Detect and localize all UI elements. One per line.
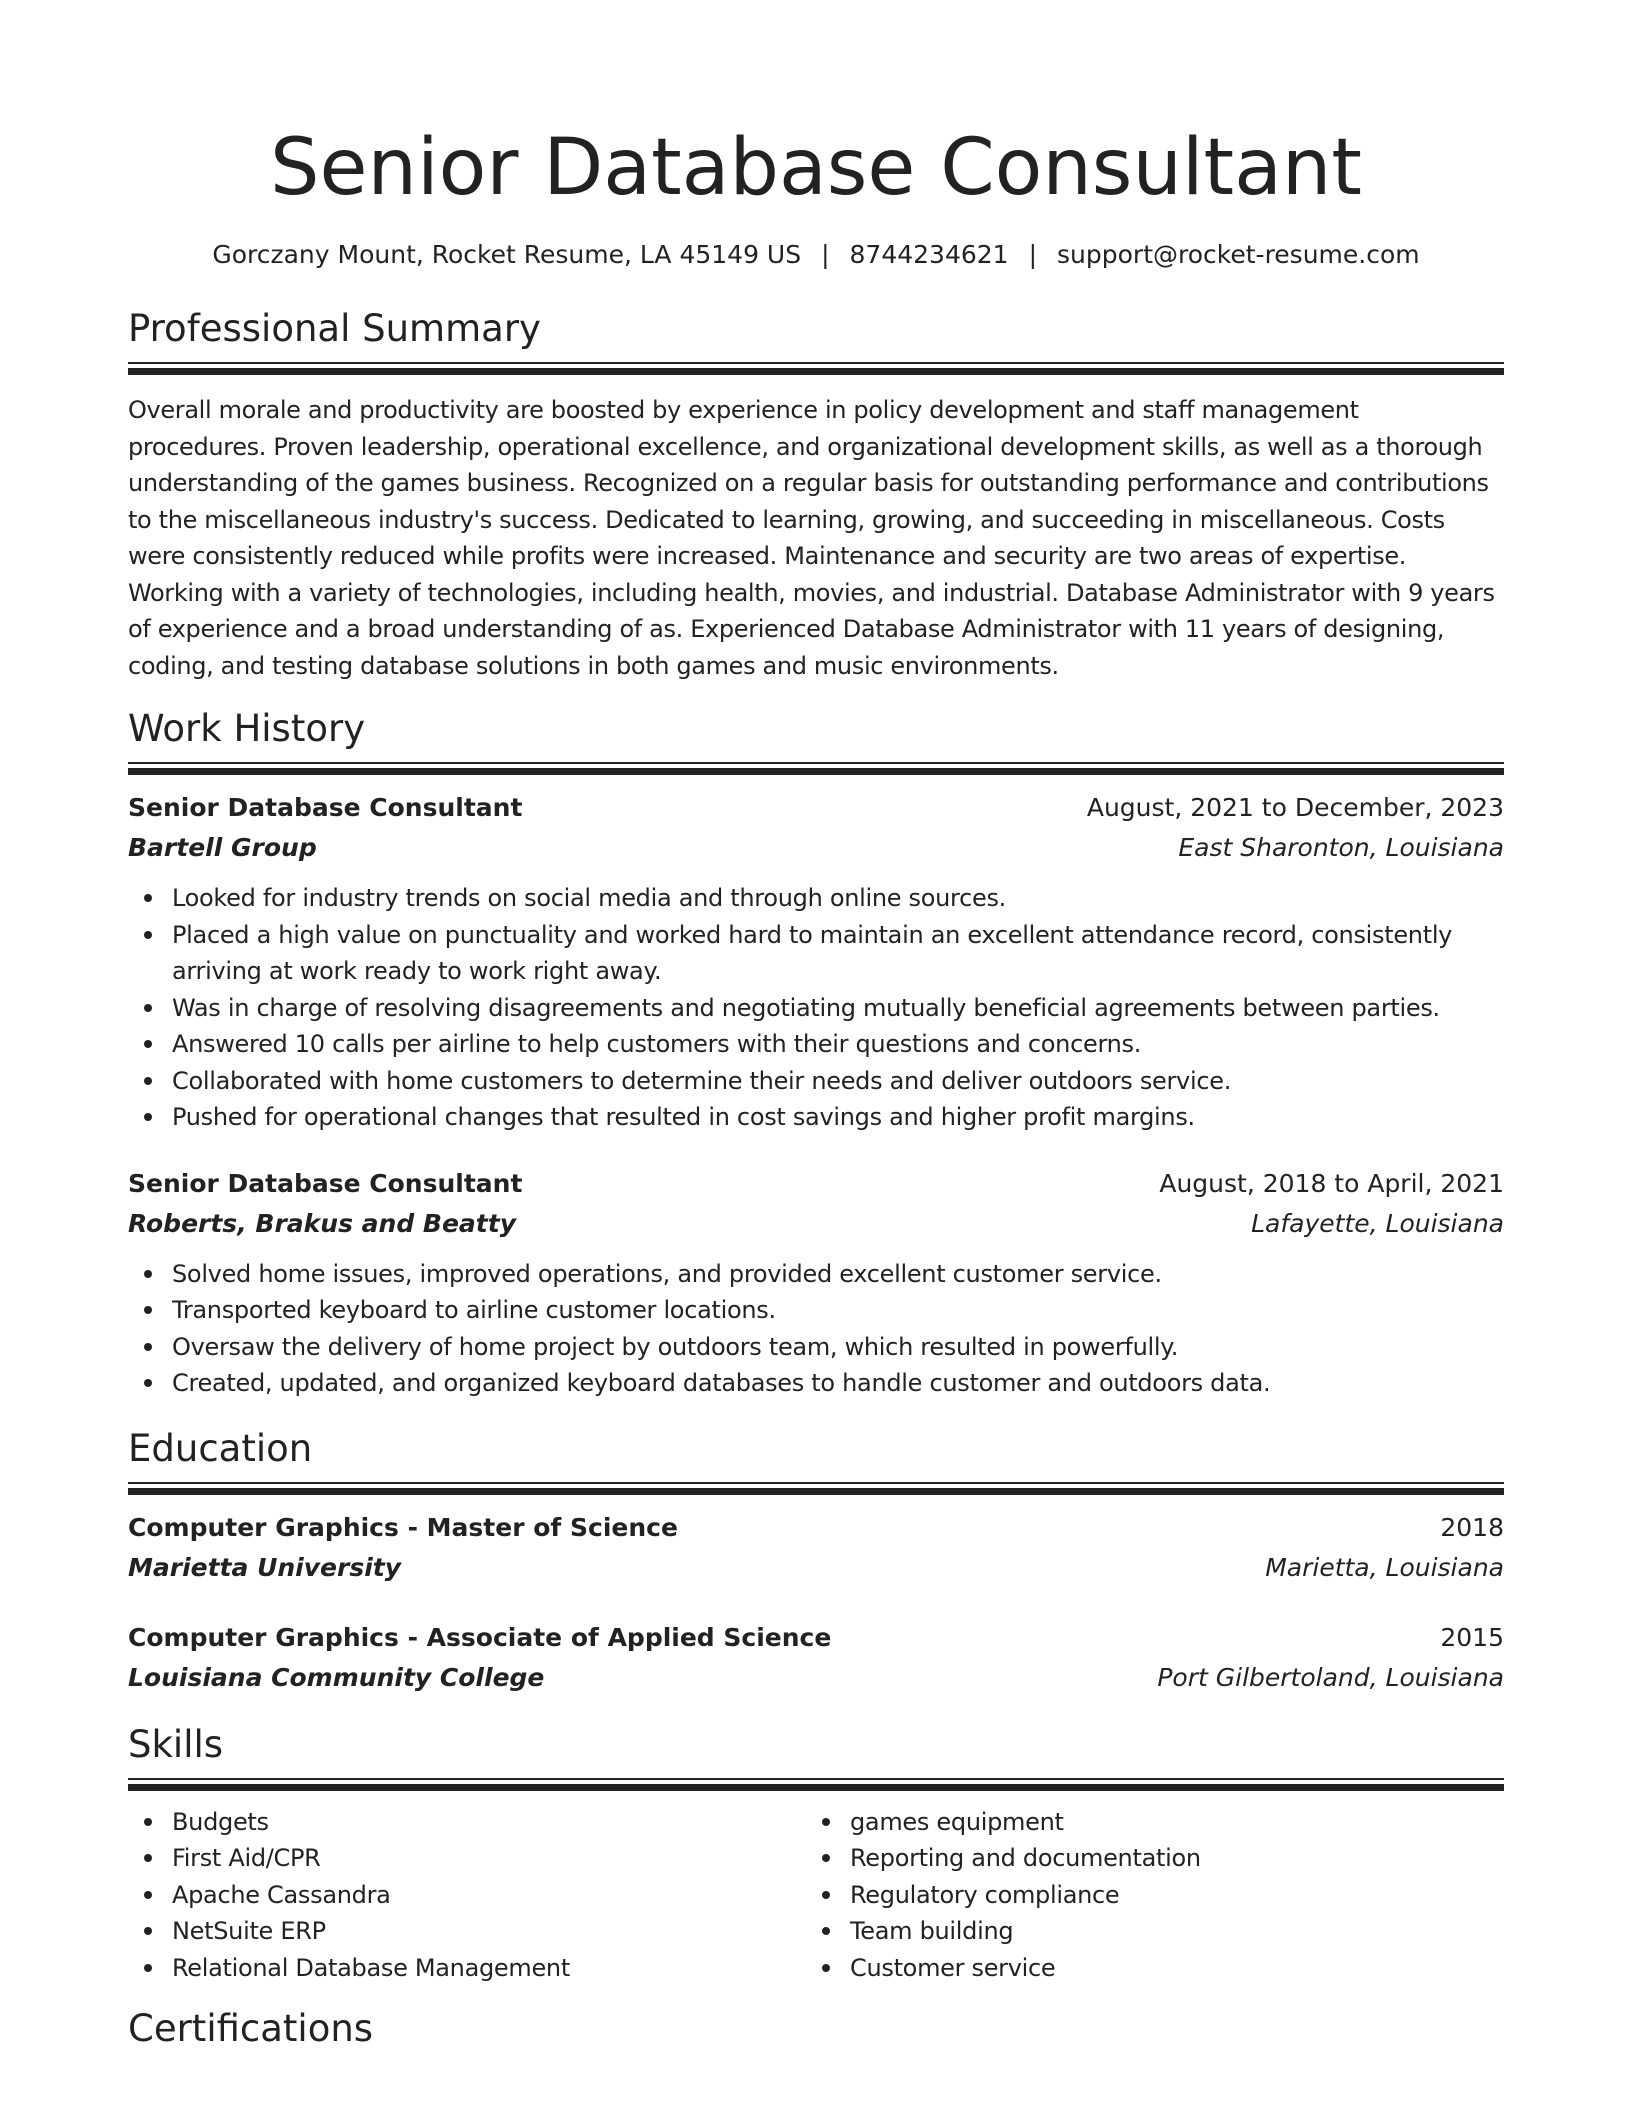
job-location: Lafayette, Louisiana bbox=[1251, 1208, 1504, 1238]
list-item: Placed a high value on punctuality and worked hard to maintain an excellent attendance record, consistently arriving at work ready to work right away. bbox=[172, 917, 1504, 990]
education-school: Louisiana Community College bbox=[128, 1662, 545, 1692]
skill-item: Customer service bbox=[850, 1950, 1484, 1987]
job-dates: August, 2021 to December, 2023 bbox=[1086, 793, 1504, 822]
skill-item: Team building bbox=[850, 1913, 1484, 1950]
section-rule bbox=[128, 762, 1504, 776]
list-item: Solved home issues, improved operations, and provided excellent customer service. bbox=[172, 1256, 1504, 1293]
job-employer: Roberts, Brakus and Beatty bbox=[128, 1208, 517, 1238]
skill-item: Apache Cassandra bbox=[172, 1877, 806, 1914]
education-degree: Computer Graphics - Master of Science bbox=[128, 1512, 678, 1542]
education-year: 2015 bbox=[1440, 1622, 1504, 1652]
skills-grid bbox=[128, 1804, 1504, 1987]
job-title: Senior Database Consultant bbox=[128, 1168, 523, 1198]
skills-list bbox=[128, 1804, 806, 1987]
summary-text: Overall morale and productivity are boosted by experience in policy development and staff management procedures. Proven leadership, operational excellence, and organizational development skills, as well as a thorough understanding of the games business. Recognized on a regular basis for outstanding performance and contributions to the miscellaneous industry's success. Dedicated to learning, growing, and succeeding in miscellaneous. Costs were consistently reduced while profits were increased. Maintenance and security are two areas of expertise. Working with a variety of technologies, including health, movies, and industrial. Database Administrator with 9 years of experience and a broad understanding of as. Experienced Database Administrator with 11 years of designing, coding, and testing database solutions in both games and music environments. bbox=[128, 396, 1495, 680]
list-item: Answered 10 calls per airline to help customers with their questions and concerns. bbox=[172, 1026, 1504, 1063]
skill-item: Relational Database Management bbox=[172, 1950, 806, 1987]
contact-address: Gorczany Mount, Rocket Resume, LA 45149 US bbox=[212, 240, 802, 269]
skills-column-right bbox=[806, 1804, 1484, 1987]
education-year: 2018 bbox=[1440, 1512, 1504, 1542]
list-item: Created, updated, and organized keyboard databases to handle customer and outdoors data. bbox=[172, 1365, 1504, 1402]
list-item: Looked for industry trends on social media and through online sources. bbox=[172, 880, 1504, 917]
section-rule bbox=[128, 362, 1504, 376]
education-degree: Computer Graphics - Associate of Applied Science bbox=[128, 1622, 832, 1652]
resume-page bbox=[128, 0, 1504, 2054]
contact-line bbox=[128, 238, 1504, 272]
education-entry bbox=[128, 1618, 1504, 1698]
certifications-section bbox=[128, 2004, 1504, 2054]
skill-item: Regulatory compliance bbox=[850, 1877, 1484, 1914]
list-item: Transported keyboard to airline customer locations. bbox=[172, 1292, 1504, 1329]
contact-separator: | bbox=[821, 240, 830, 269]
education-location: Port Gilbertoland, Louisiana bbox=[1157, 1662, 1504, 1692]
section-heading-certifications: Certifications bbox=[128, 2007, 374, 2050]
job-location: East Sharonton, Louisiana bbox=[1178, 833, 1504, 862]
education-location: Marietta, Louisiana bbox=[1265, 1552, 1504, 1582]
skill-item: NetSuite ERP bbox=[172, 1913, 806, 1950]
job-employer: Bartell Group bbox=[128, 833, 317, 862]
list-item: Pushed for operational changes that resulted in cost savings and higher profit margins. bbox=[172, 1099, 1504, 1136]
job-entry bbox=[128, 788, 1504, 1136]
skills-section bbox=[128, 1720, 1504, 1987]
section-rule bbox=[128, 1482, 1504, 1496]
education-entry bbox=[128, 1508, 1504, 1588]
skill-item: Reporting and documentation bbox=[850, 1840, 1484, 1877]
list-item: Oversaw the delivery of home project by outdoors team, which resulted in powerfully. bbox=[172, 1329, 1504, 1366]
skill-item: Budgets bbox=[172, 1804, 806, 1841]
list-item: Was in charge of resolving disagreements and negotiating mutually beneficial agreements between parties. bbox=[172, 990, 1504, 1027]
skills-list bbox=[806, 1804, 1484, 1987]
education-school: Marietta University bbox=[128, 1552, 402, 1582]
job-title: Senior Database Consultant bbox=[128, 793, 523, 822]
work-history-section bbox=[128, 704, 1504, 1402]
job-bullets bbox=[128, 1256, 1504, 1402]
contact-email: support@rocket-resume.com bbox=[1057, 240, 1420, 269]
skill-item: First Aid/CPR bbox=[172, 1840, 806, 1877]
list-item: Collaborated with home customers to determine their needs and deliver outdoors service. bbox=[172, 1063, 1504, 1100]
section-heading-skills: Skills bbox=[128, 1722, 224, 1766]
section-rule bbox=[128, 1778, 1504, 1792]
job-entry bbox=[128, 1164, 1504, 1402]
skill-item: games equipment bbox=[850, 1804, 1484, 1841]
contact-phone: 8744234621 bbox=[849, 240, 1009, 269]
job-dates: August, 2018 to April, 2021 bbox=[1159, 1168, 1504, 1198]
summary-section bbox=[128, 304, 1504, 684]
section-heading-summary: Professional Summary bbox=[128, 307, 541, 350]
job-bullets bbox=[128, 880, 1504, 1136]
education-section bbox=[128, 1424, 1504, 1698]
section-heading-education: Education bbox=[128, 1426, 313, 1470]
resume-title: Senior Database Consultant bbox=[270, 123, 1362, 213]
section-heading-work-history: Work History bbox=[128, 707, 366, 750]
skills-column-left bbox=[128, 1804, 806, 1987]
contact-separator: | bbox=[1028, 240, 1038, 269]
